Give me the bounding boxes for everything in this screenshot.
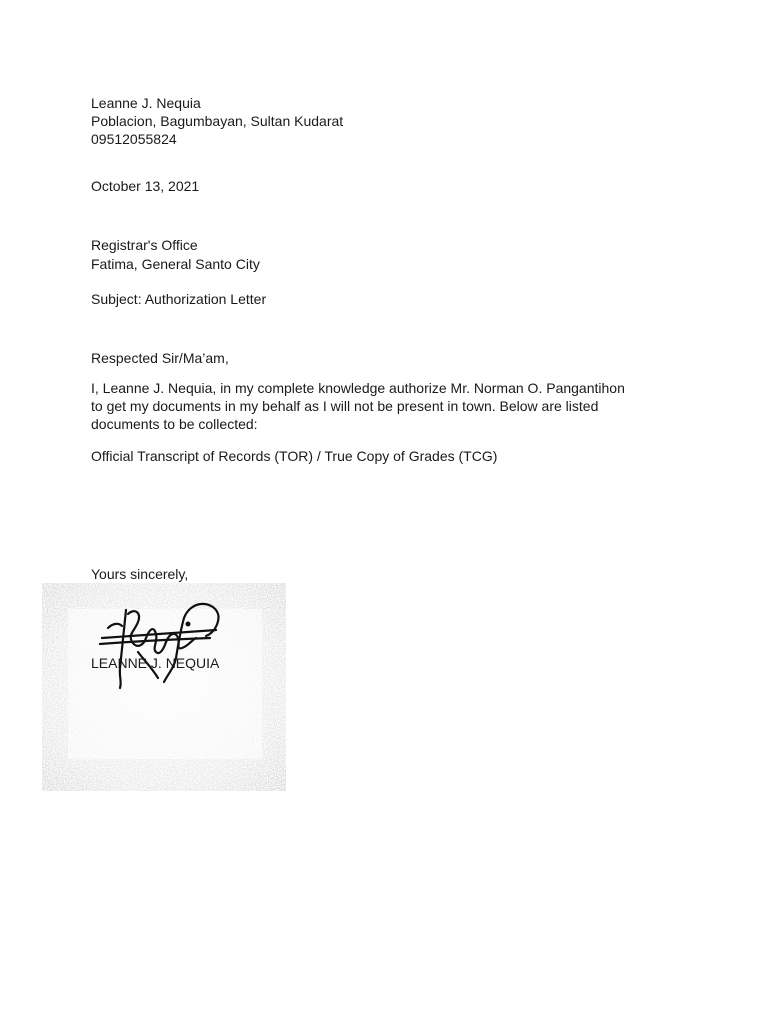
body-line: to get my documents in my behalf as I will not be present in town. Below are listed	[91, 398, 599, 414]
letter-subject: Subject: Authorization Letter	[91, 291, 267, 307]
recipient-address: Fatima, General Santo City	[91, 256, 260, 272]
documents-list: Official Transcript of Records (TOR) / True Copy of Grades (TCG)	[91, 448, 498, 464]
sender-name: Leanne J. Nequia	[91, 95, 201, 111]
salutation: Respected Sir/Ma’am,	[91, 350, 229, 366]
handwritten-signature	[98, 598, 222, 692]
signatory-name: LEANNE J. NEQUIA	[91, 655, 220, 671]
closing: Yours sincerely,	[91, 566, 189, 582]
recipient-office: Registrar's Office	[91, 237, 198, 253]
body-line: I, Leanne J. Nequia, in my complete knowledge authorize Mr. Norman O. Pangantihon	[91, 380, 625, 396]
sender-phone: 09512055824	[91, 131, 177, 147]
body-line: documents to be collected:	[91, 416, 258, 432]
sender-address: Poblacion, Bagumbayan, Sultan Kudarat	[91, 113, 344, 129]
letter-body	[91, 379, 691, 433]
letter-date: October 13, 2021	[91, 178, 200, 194]
